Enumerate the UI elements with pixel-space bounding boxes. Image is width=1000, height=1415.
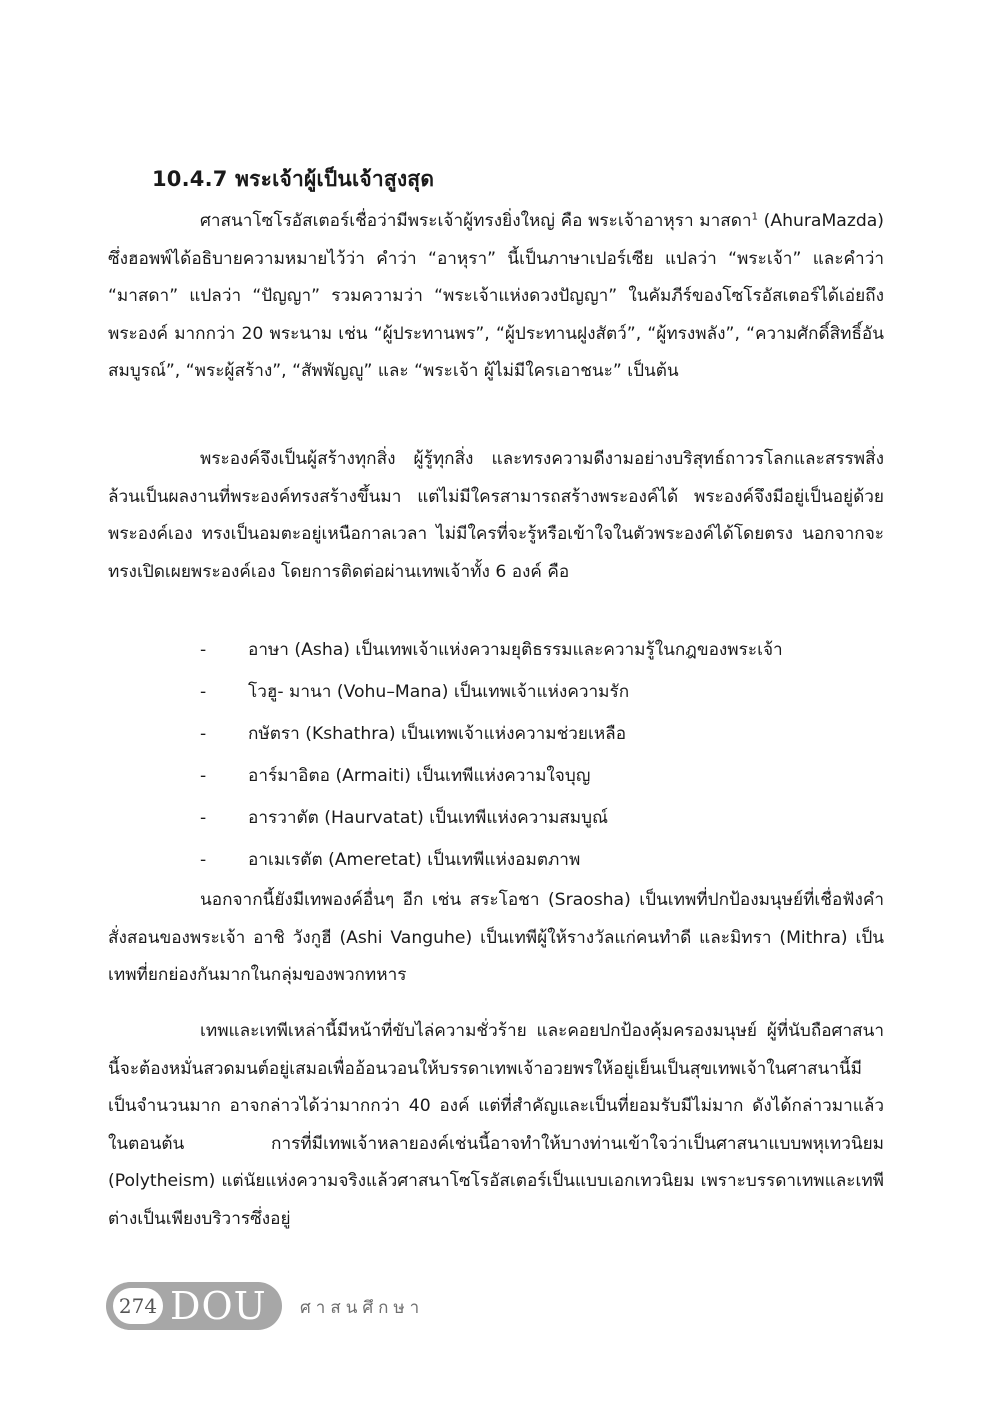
list-item-text: กษัตรา (Kshathra) เป็นเทพเจ้าแห่งความช่วยเหลือ <box>248 724 627 744</box>
paragraph-1-text-cont: (AhuraMazda) ซึ่งฮอพพ์ได้อธิบายความหมายไว้ว่า คำว่า “อาหุรา” นี้เป็นภาษาเปอร์เซีย แปลว่า “พระเจ้า” และคำว่า “มาสดา” แปลว่า “ปัญญา” รวมความว่า “พระเจ้าแห่งดวงปัญญา” ในคัมภีร์ของโซโรอัสเตอร์ได้เอ่ยถึงพระองค์ มากกว่า 20 พระนาม เช่น “ผู้ประทานพร”, “ผู้ประทานฝูงสัตว์”, “ผู้ทรงพลัง”, “ความศักดิ์สิทธิ์อันสมบูรณ์”, “พระผู้สร้าง”, “สัพพัญญู” และ “พระเจ้า ผู้ไม่มีใครเอาชนะ” เป็นต้น <box>108 211 884 382</box>
list-item <box>200 633 783 675</box>
bullet-dash: - <box>200 766 207 786</box>
list-item <box>200 717 783 759</box>
dou-logo: DOU <box>170 1284 267 1328</box>
section-heading: 10.4.7 พระเจ้าผู้เป็นเจ้าสูงสุด <box>152 167 435 191</box>
bullet-dash: - <box>200 808 207 828</box>
list-item <box>200 759 783 801</box>
list-item-text: อารวาตัต (Haurvatat) เป็นเทพีแห่งความสมบูณ์ <box>248 808 608 828</box>
list-item <box>200 675 783 717</box>
list-item <box>200 801 783 843</box>
list-item-text: อาษา (Asha) เป็นเทพเจ้าแห่งความยุติธรรมและความรู้ในกฎของพระเจ้า <box>248 640 783 660</box>
footnote-mark[interactable]: 1 <box>751 211 758 223</box>
paragraph-4 <box>108 1013 884 1239</box>
paragraph-2 <box>108 441 884 591</box>
paragraph-2-text: พระองค์จึงเป็นผู้สร้างทุกสิ่ง ผู้รู้ทุกสิ่ง และทรงความดีงามอย่างบริสุทธ์ถาวรโลกและสรรพสิ่งล้วนเป็นผลงานที่พระองค์ทรงสร้างขึ้นมา แต่ไม่มีใครสามารถสร้างพระองค์ได้ พระองค์จึงมีอยู่เป็นอยู่ด้วยพระองค์เอง ทรงเป็นอมตะอยู่เหนือกาลเวลา ไม่มีใครที่จะรู้หรือเข้าใจในตัวพระองค์ได้โดยตรง นอกจากจะทรงเปิดเผยพระองค์เอง โดยการติดต่อผ่านเทพเจ้าทั้ง 6 องค์ คือ <box>108 449 884 582</box>
paragraph-4-text: เทพและเทพีเหล่านี้มีหน้าที่ขับไล่ความชั่วร้าย และคอยปกป้องคุ้มครองมนุษย์ ผู้ที่นับถือศาสนานี้จะต้องหมั่นสวดมนต์อยู่เสมอเพื่ออ้อนวอนให้บรรดาเทพเจ้าอวยพรให้อยู่เย็นเป็นสุขเทพเจ้าในศาสนานี้มีเป็นจำนวนมาก อาจกล่าวได้ว่ามากกว่า 40 องค์ แต่ที่สำคัญและเป็นที่ยอมรับมีไม่มาก ดังได้กล่าวมาแล้วในตอนต้น การที่มีเทพเจ้าหลายองค์เช่นนี้อาจทำให้บางท่านเข้าใจว่าเป็นศาสนาแบบพหุเทวนิยม (Polytheism) แต่นัยแห่งความจริงแล้วศาสนาโซโรอัสเตอร์เป็นแบบเอกเทวนิยม เพราะบรรดาเทพและเทพีต่างเป็นเพียงบริวารซึ่งอยู่ <box>108 1021 884 1229</box>
paragraph-1 <box>108 203 884 391</box>
footer-badge <box>106 1282 282 1330</box>
paragraph-3 <box>108 882 884 995</box>
list-item-text: อาร์มาอิตอ (Armaiti) เป็นเทพีแห่งความใจบุญ <box>248 766 591 786</box>
footer-subject: ศาสนศึกษา <box>300 1298 425 1318</box>
paragraph-3-text: นอกจากนี้ยังมีเทพองค์อื่นๆ อีก เช่น สระโอชา (Sraosha) เป็นเทพที่ปกป้องมนุษย์ที่เชื่อฟังคำสั่งสอนของพระเจ้า อาชิ วังกูฮี (Ashi Vanguhe) เป็นเทพีผู้ให้รางวัลแก่คนทำดี และมิทรา (Mithra) เป็นเทพที่ยกย่องกันมากในกลุ่มของพวกทหาร <box>108 890 884 986</box>
list-item-text: อาเมเรตัต (Ameretat) เป็นเทพีแห่งอมตภาพ <box>248 850 581 870</box>
list-item-text: โวฮู- มานา (Vohu–Mana) เป็นเทพเจ้าแห่งความรัก <box>248 682 630 702</box>
bullet-dash: - <box>200 850 207 870</box>
page-number: 274 <box>113 1288 163 1324</box>
deity-list <box>200 633 783 885</box>
list-item <box>200 843 783 885</box>
bullet-dash: - <box>200 682 207 702</box>
paragraph-1-text: ศาสนาโซโรอัสเตอร์เชื่อว่ามีพระเจ้าผู้ทรงยิ่งใหญ่ คือ พระเจ้าอาหุรา มาสดา <box>200 211 752 231</box>
bullet-dash: - <box>200 640 207 660</box>
bullet-dash: - <box>200 724 207 744</box>
